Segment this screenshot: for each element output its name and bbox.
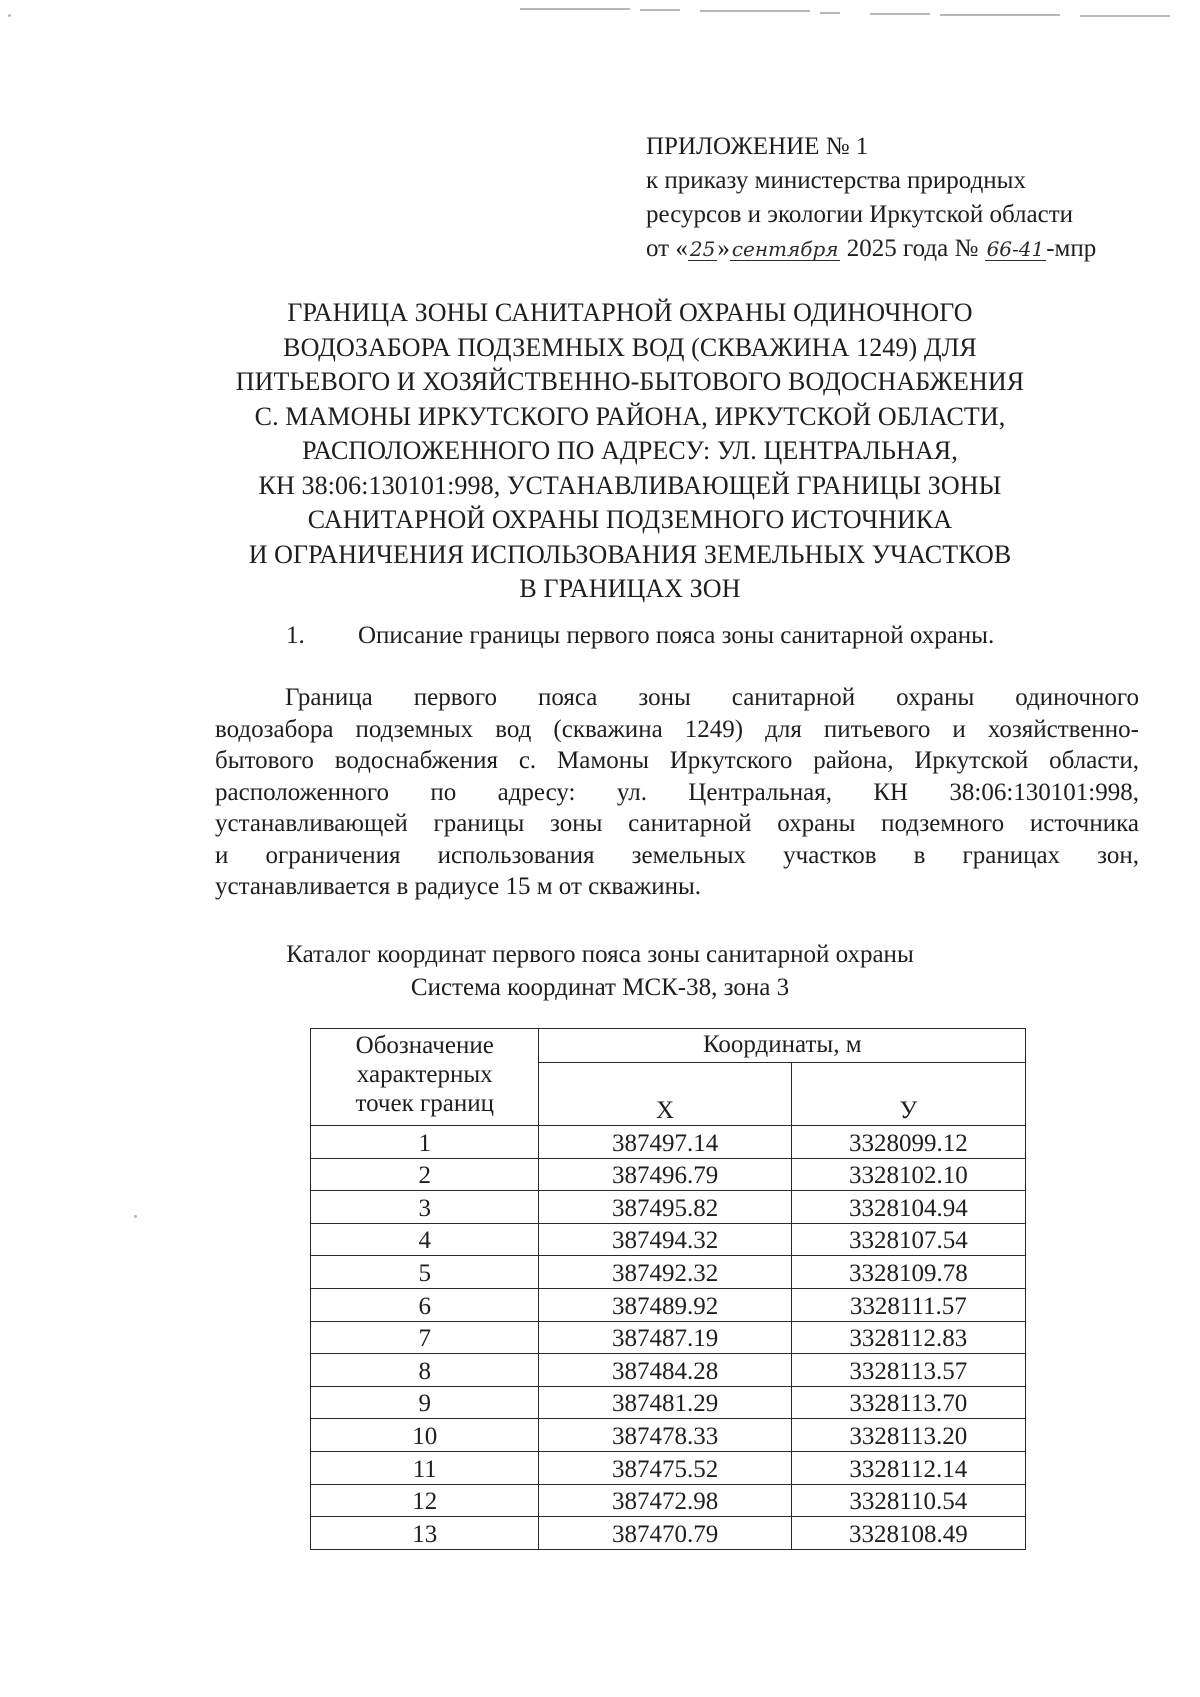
table-row	[311, 1256, 1026, 1289]
scan-artifact-line	[870, 13, 930, 15]
annex-date-line	[646, 232, 1166, 266]
title-line: КН 38:06:130101:998, УСТАНАВЛИВАЮЩЕЙ ГРАНИЦЫ ЗОНЫ	[258, 470, 1002, 500]
scan-artifact-line	[940, 14, 1060, 16]
table-row	[311, 1354, 1026, 1387]
annex-order-suffix: -мпр	[1046, 235, 1097, 262]
y-cell: 3328112.83	[791, 1321, 1025, 1354]
section-number: 1.	[286, 622, 305, 649]
x-cell: 387494.32	[539, 1223, 791, 1256]
table-row	[311, 1126, 1026, 1159]
x-cell: 387492.32	[539, 1256, 791, 1289]
point-cell: 5	[311, 1256, 539, 1289]
scan-artifact-line	[820, 12, 840, 14]
point-cell: 2	[311, 1158, 539, 1191]
designation-header-line: точек границ	[355, 1090, 494, 1117]
annex-year-text: 2025 года №	[840, 235, 985, 262]
y-header: У	[791, 1062, 1025, 1125]
x-cell: 387495.82	[539, 1191, 791, 1224]
point-cell: 10	[311, 1419, 539, 1452]
x-cell: 387481.29	[539, 1386, 791, 1419]
table-row	[311, 1419, 1026, 1452]
y-cell: 3328113.57	[791, 1354, 1025, 1387]
y-cell: 3328104.94	[791, 1191, 1025, 1224]
point-cell: 7	[311, 1321, 539, 1354]
y-cell: 3328108.49	[791, 1517, 1025, 1550]
title-line: САНИТАРНОЙ ОХРАНЫ ПОДЗЕМНОГО ИСТОЧНИКА	[307, 505, 953, 534]
table-header-row	[311, 1029, 1026, 1063]
annex-line-3: ресурсов и экологии Иркутской области	[646, 201, 1074, 228]
point-cell: 4	[311, 1223, 539, 1256]
x-cell: 387472.98	[539, 1484, 791, 1517]
paragraph-line: устанавливающей границы зоны санитарной охраны подземного источника	[215, 810, 1139, 837]
title-line: С. МАМОНЫ ИРКУТСКОГО РАЙОНА, ИРКУТСКОЙ ОБЛАСТИ,	[254, 401, 1006, 431]
catalog-caption	[270, 938, 930, 1004]
scan-artifact-line	[700, 10, 810, 12]
paragraph-line: бытового водоснабжения с. Мамоны Иркутского района, Иркутской области,	[215, 747, 1139, 774]
table-row	[311, 1158, 1026, 1191]
x-cell: 387496.79	[539, 1158, 791, 1191]
paragraph-line: Граница первого пояса зоны санитарной охраны одиночного	[285, 684, 1139, 711]
scan-artifact-line	[520, 8, 630, 10]
y-cell: 3328109.78	[791, 1256, 1025, 1289]
paragraph-line: расположенного по адресу: ул. Центральная, КН 38:06:130101:998,	[215, 778, 1139, 806]
table-row	[311, 1517, 1026, 1550]
annex-date-prefix: от «	[646, 235, 688, 262]
coordinates-header: Координаты, м	[539, 1029, 1026, 1063]
y-cell: 3328112.14	[791, 1451, 1025, 1484]
y-cell: 3328111.57	[791, 1288, 1025, 1321]
document-title	[220, 296, 1040, 607]
title-line: И ОГРАНИЧЕНИЯ ИСПОЛЬЗОВАНИЯ ЗЕМЕЛЬНЫХ УЧАСТКОВ	[248, 539, 1012, 569]
point-cell: 11	[311, 1451, 539, 1484]
y-cell: 3328107.54	[791, 1223, 1025, 1256]
table-row	[311, 1191, 1026, 1224]
title-line: ВОДОЗАБОРА ПОДЗЕМНЫХ ВОД (СКВАЖИНА 1249) ДЛЯ	[283, 332, 977, 362]
handwritten-order-number: 66-41	[986, 237, 1045, 261]
point-cell: 13	[311, 1517, 539, 1550]
annex-header	[646, 130, 1166, 266]
x-header: Х	[539, 1062, 791, 1125]
x-cell: 387484.28	[539, 1354, 791, 1387]
annex-line-2: к приказу министерства природных	[646, 167, 1026, 194]
section-heading	[286, 620, 994, 652]
point-cell: 6	[311, 1288, 539, 1321]
title-line: РАСПОЛОЖЕННОГО ПО АДРЕСУ: УЛ. ЦЕНТРАЛЬНАЯ,	[302, 436, 958, 465]
scan-artifact-line	[1080, 15, 1170, 17]
y-cell: 3328113.70	[791, 1386, 1025, 1419]
y-cell: 3328113.20	[791, 1419, 1025, 1452]
table-row	[311, 1223, 1026, 1256]
table-row	[311, 1386, 1026, 1419]
title-line: В ГРАНИЦАХ ЗОН	[519, 574, 741, 603]
point-cell: 3	[311, 1191, 539, 1224]
x-cell: 387489.92	[539, 1288, 791, 1321]
table-row	[311, 1451, 1026, 1484]
x-cell: 387497.14	[539, 1126, 791, 1159]
scan-artifact-line	[640, 9, 680, 11]
y-cell: 3328099.12	[791, 1126, 1025, 1159]
description-paragraph	[215, 682, 1139, 903]
table-row	[311, 1321, 1026, 1354]
catalog-caption-line-2: Система координат МСК-38, зона 3	[410, 974, 790, 1001]
section-heading-text: Описание границы первого пояса зоны санитарной охраны.	[358, 622, 995, 649]
x-cell: 387478.33	[539, 1419, 791, 1452]
x-cell: 387487.19	[539, 1321, 791, 1354]
x-cell: 387470.79	[539, 1517, 791, 1550]
x-cell: 387475.52	[539, 1451, 791, 1484]
handwritten-month: сентября	[731, 237, 839, 261]
table-row	[311, 1484, 1026, 1517]
y-cell: 3328110.54	[791, 1484, 1025, 1517]
point-cell: 8	[311, 1354, 539, 1387]
y-cell: 3328102.10	[791, 1158, 1025, 1191]
scan-speck	[8, 14, 11, 17]
table-row	[311, 1288, 1026, 1321]
annex-date-mid: »	[717, 235, 730, 262]
paragraph-line: и ограничения использования земельных участков в границах зон,	[215, 841, 1139, 869]
scan-speck	[134, 1215, 137, 1218]
point-cell: 1	[311, 1126, 539, 1159]
designation-header-line: Обозначение	[355, 1032, 494, 1059]
designation-header-line: характерных	[356, 1061, 493, 1088]
point-cell: 12	[311, 1484, 539, 1517]
point-cell: 9	[311, 1386, 539, 1419]
paragraph-line: устанавливается в радиусе 15 м от скважины.	[215, 873, 702, 900]
annex-title: ПРИЛОЖЕНИЕ № 1	[646, 133, 869, 160]
designation-header	[311, 1029, 539, 1126]
handwritten-day: 25	[689, 237, 716, 261]
title-line: ГРАНИЦА ЗОНЫ САНИТАРНОЙ ОХРАНЫ ОДИНОЧНОГО	[287, 298, 973, 327]
coordinates-table	[310, 1028, 1026, 1550]
catalog-caption-line-1: Каталог координат первого пояса зоны санитарной охраны	[286, 941, 914, 968]
paragraph-line: водозабора подземных вод (скважина 1249) для питьевого и хозяйственно-	[215, 715, 1139, 743]
title-line: ПИТЬЕВОГО И ХОЗЯЙСТВЕННО-БЫТОВОГО ВОДОСНАБЖЕНИЯ	[235, 367, 1025, 396]
